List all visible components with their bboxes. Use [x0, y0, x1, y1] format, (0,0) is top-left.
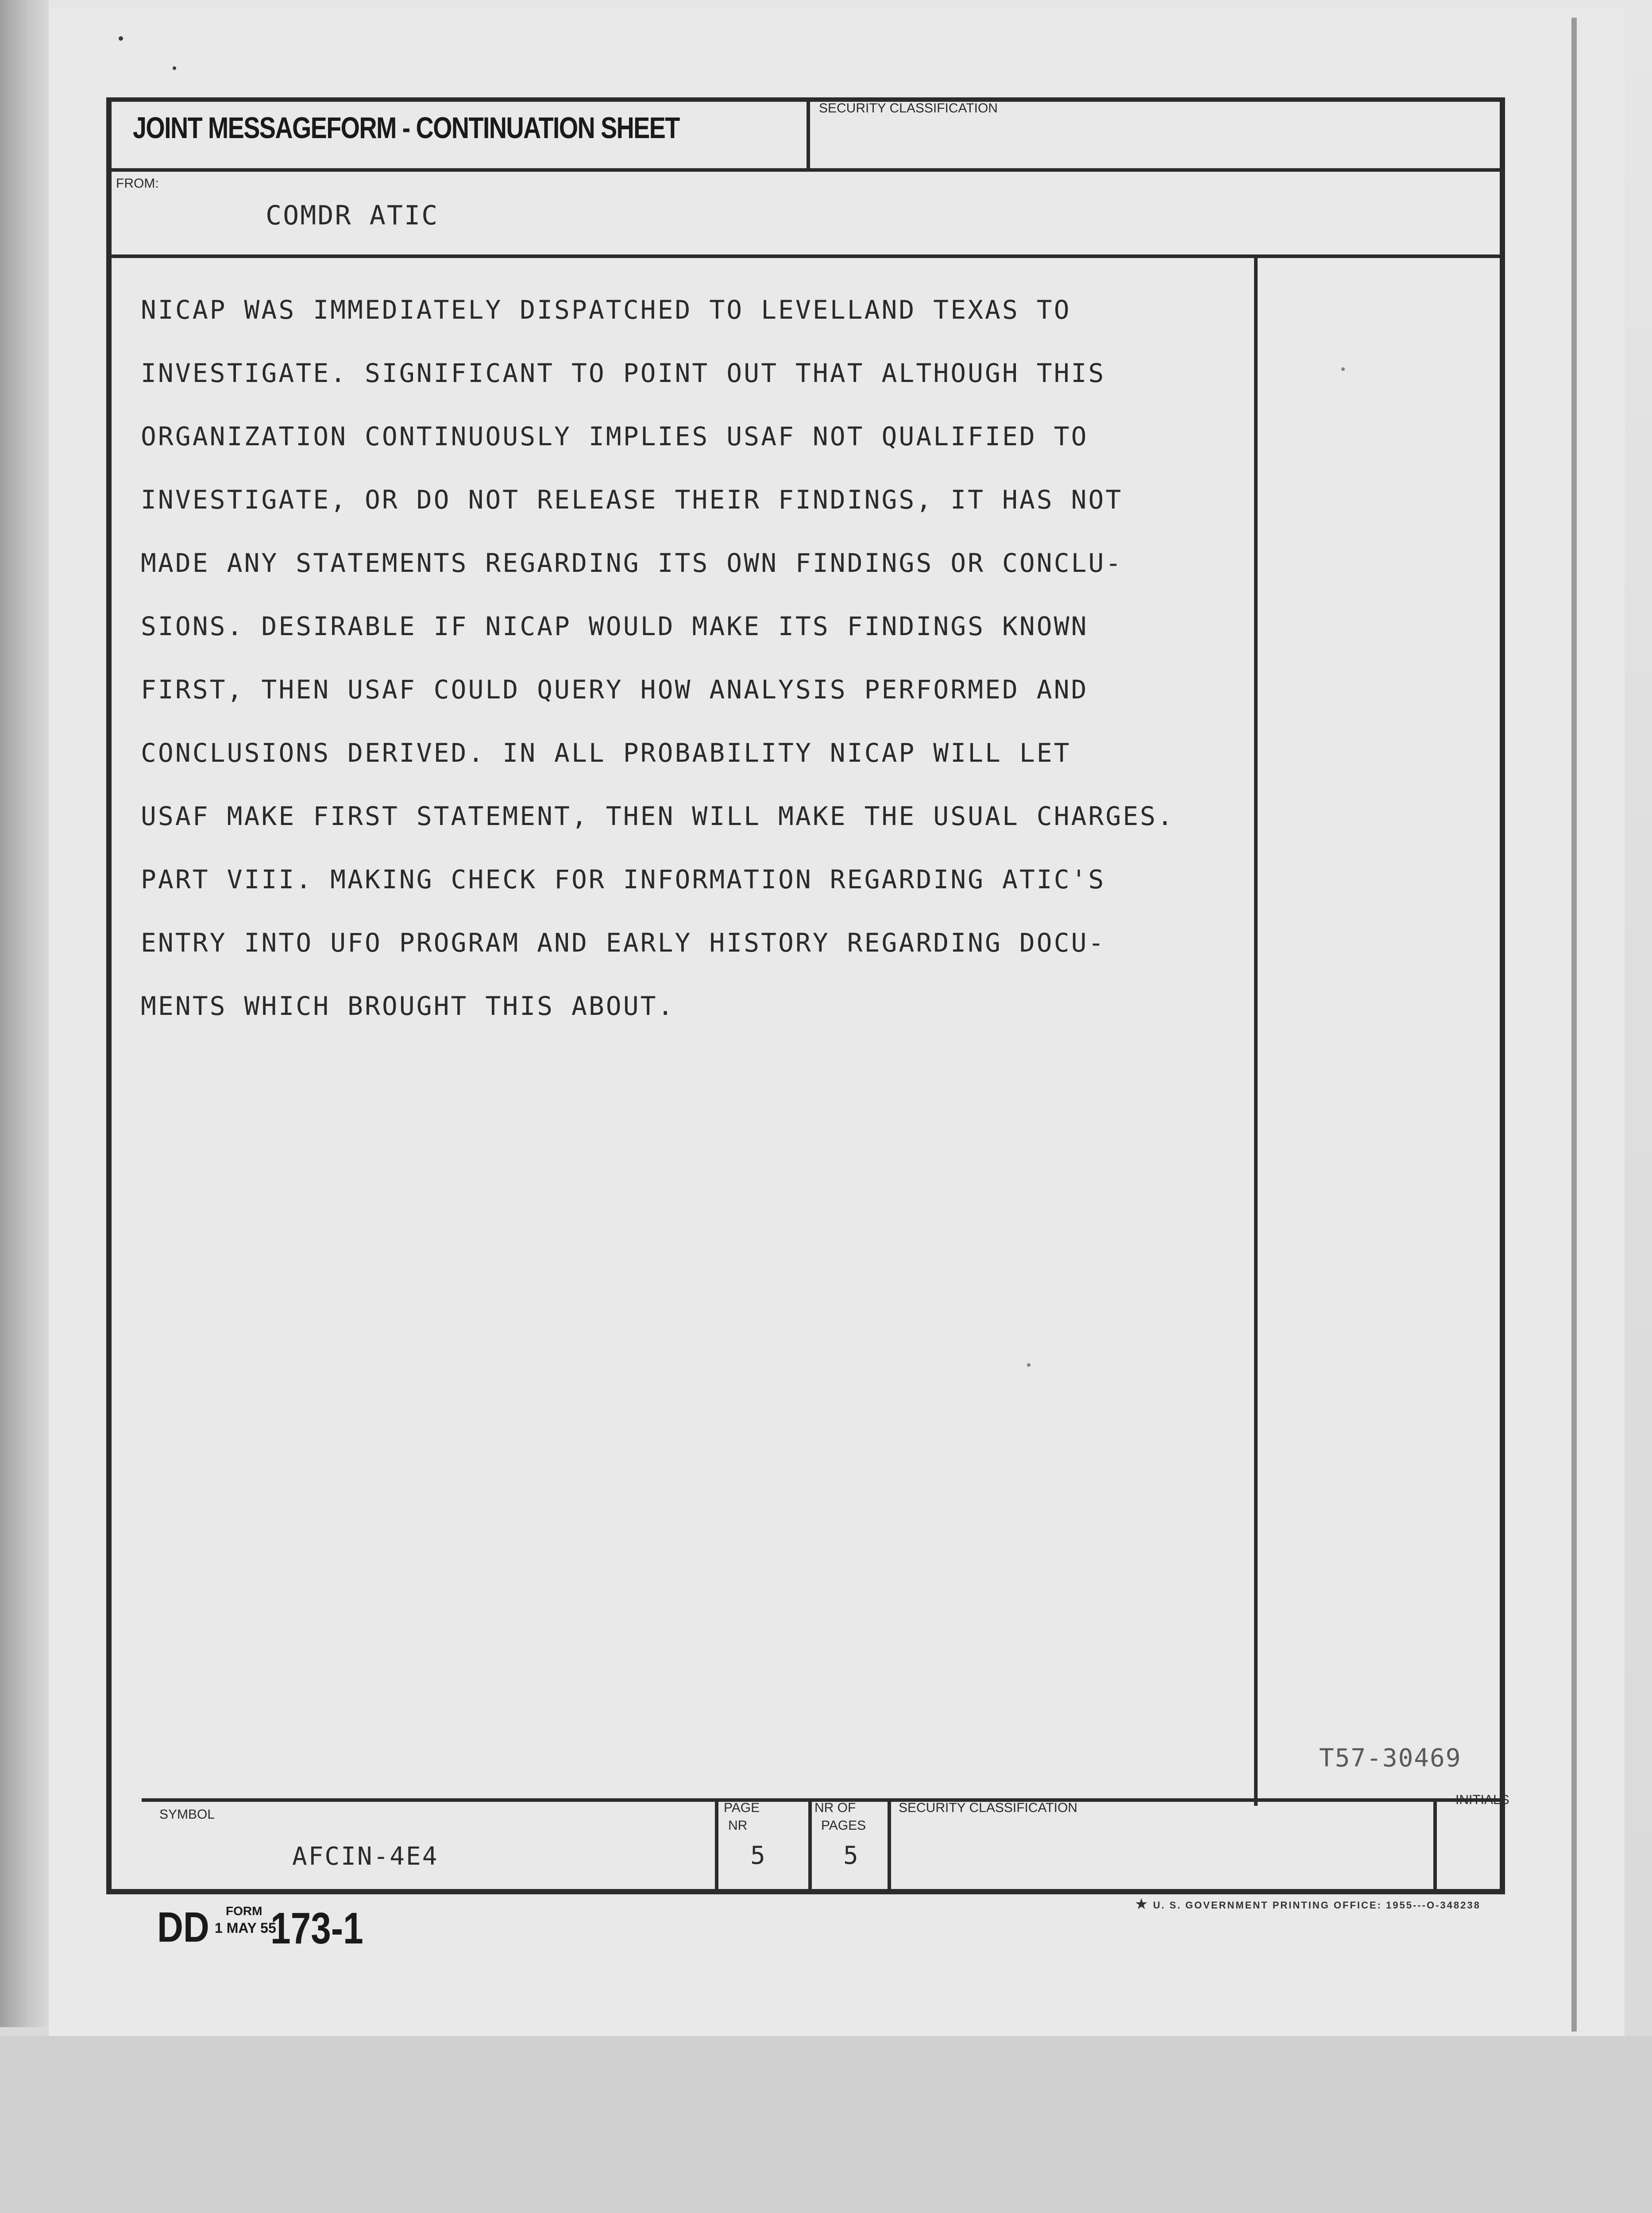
initials-label: INITIALS [1455, 1793, 1509, 1807]
dust-speck [1027, 1363, 1031, 1367]
message-line: CONCLUSIONS DERIVED. IN ALL PROBABILITY NICAP WILL LET [141, 738, 1071, 768]
printer-note [1135, 1897, 1481, 1912]
dd-mark: DD [157, 1904, 209, 1951]
security-classification-label-bottom: SECURITY CLASSIFICATION [899, 1800, 1077, 1815]
nr-of-pages-label: NR OF [814, 1800, 856, 1815]
page-nr-label-2: NR [728, 1818, 748, 1833]
message-line: PART VIII. MAKING CHECK FOR INFORMATION REGARDING ATIC'S [141, 864, 1106, 894]
message-line: SIONS. DESIRABLE IF NICAP WOULD MAKE ITS FINDINGS KNOWN [141, 611, 1088, 641]
security-classification-label-top: SECURITY CLASSIFICATION [819, 101, 998, 116]
symbol-label: SYMBOL [159, 1807, 215, 1822]
form-date: 1 MAY 55 [215, 1920, 276, 1936]
header-divider [106, 168, 1505, 172]
message-line: MENTS WHICH BROUGHT THIS ABOUT. [141, 991, 675, 1021]
page-nr-value: 5 [750, 1841, 767, 1870]
dust-speck [1341, 367, 1345, 371]
message-line: MADE ANY STATEMENTS REGARDING ITS OWN FINDINGS OR CONCLU- [141, 548, 1123, 578]
star-icon: ★ [1135, 1897, 1149, 1912]
header-vertical-divider [807, 97, 810, 170]
message-line: NICAP WAS IMMEDIATELY DISPATCHED TO LEVELLAND TEXAS TO [141, 295, 1071, 325]
message-line: USAF MAKE FIRST STATEMENT, THEN WILL MAKE THE USUAL CHARGES. [141, 801, 1175, 831]
footer-divider-page [808, 1798, 812, 1891]
page-nr-label: PAGE [724, 1800, 760, 1815]
message-body [141, 288, 1292, 1047]
scan-left-shadow [0, 0, 49, 2027]
message-line: INVESTIGATE, OR DO NOT RELEASE THEIR FINDINGS, IT HAS NOT [141, 485, 1123, 515]
message-line: INVESTIGATE. SIGNIFICANT TO POINT OUT THAT ALTHOUGH THIS [141, 358, 1106, 388]
message-line: FIRST, THEN USAF COULD QUERY HOW ANALYSIS PERFORMED AND [141, 675, 1088, 705]
symbol-value: AFCIN-4E4 [292, 1842, 439, 1871]
nr-of-pages-label-2: PAGES [821, 1818, 866, 1833]
nr-of-pages-value: 5 [843, 1841, 860, 1870]
printer-note-text: U. S. GOVERNMENT PRINTING OFFICE: 1955---O-348238 [1153, 1900, 1481, 1911]
form-number: 173-1 [270, 1904, 363, 1953]
message-line: ORGANIZATION CONTINUOUSLY IMPLIES USAF NOT QUALIFIED TO [141, 421, 1088, 451]
from-value: COMDR ATIC [266, 200, 439, 231]
dust-speck [119, 36, 123, 41]
from-label: FROM: [116, 176, 159, 191]
dust-speck [173, 66, 176, 70]
form-title: JOINT MESSAGEFORM - CONTINUATION SHEET [133, 111, 679, 145]
message-line: ENTRY INTO UFO PROGRAM AND EARLY HISTORY REGARDING DOCU- [141, 928, 1106, 958]
footer-divider-symbol [715, 1798, 718, 1891]
sheet-right-edge [1571, 18, 1577, 2032]
from-divider [106, 254, 1505, 258]
document-number: T57-30469 [1319, 1744, 1462, 1773]
footer-divider-pages [888, 1798, 891, 1891]
form-word: FORM [226, 1904, 262, 1918]
scanner-bed-area [0, 2036, 1652, 2213]
footer-divider-security [1433, 1798, 1437, 1891]
